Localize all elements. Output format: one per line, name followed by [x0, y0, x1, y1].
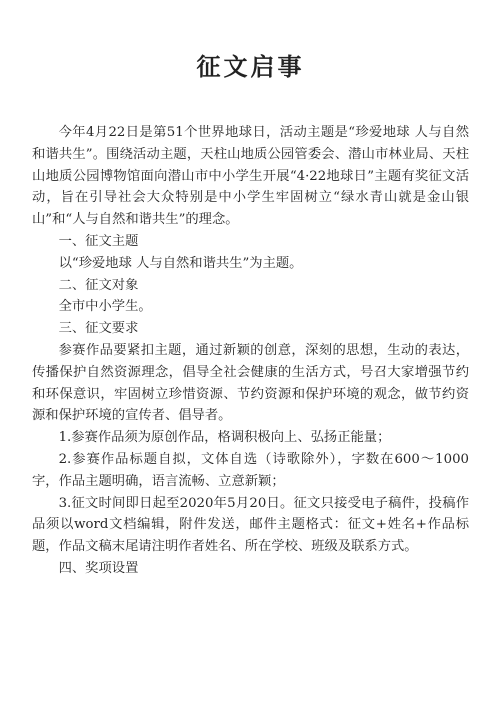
section-heading-requirements: 三、征文要求	[58, 321, 139, 337]
requirement-item-1: 1.参赛作品须为原创作品，格调积极向上、弘扬正能量；	[58, 430, 391, 446]
section-theme-text: 以“珍爱地球 人与自然和谐共生”为主题。	[58, 255, 303, 271]
section-heading-audience: 二、征文对象	[58, 277, 139, 293]
requirement-item-2: 2.参赛作品标题自拟，文体自选（诗歌除外），字数在600～1000字，作品主题明确，语言流畅、立意新颖；	[32, 451, 469, 489]
requirements-paragraph: 参赛作品要紧扣主题，通过新颖的创意，深刻的思想，生动的表达，传播保护自然资源理念，倡导全社会健康的生活方式，号召大家增强节约和环保意识，牢固树立珍惜资源、节约资源和保护环境的观念，做节约资源和保护环境的宣传者、倡导者。	[32, 342, 469, 424]
section-heading-awards: 四、奖项设置	[58, 560, 139, 576]
document-title: 征文启事	[196, 52, 305, 81]
intro-paragraph: 今年4月22日是第51个世界地球日，活动主题是“珍爱地球 人与自然和谐共生”。围绕活动主题，天柱山地质公园管委会、潜山市林业局、天柱山地质公园博物馆面向潜山市中小学生开展“4·22地球日”主题有奖征文活动，旨在引导社会大众特别是中小学生牢固树立“绿水青山就是金山银山”和“人与自然和谐共生”的理念。	[32, 125, 469, 228]
section-heading-theme: 一、征文主题	[58, 233, 139, 249]
section-audience-text: 全市中小学生。	[58, 299, 152, 315]
requirement-item-3: 3.征文时间即日起至2020年5月20日。征文只接受电子稿件，投稿作品须以word文档编辑，附件发送，邮件主题格式：征文+姓名+作品标题，作品文稿末尾请注明作者姓名、所在学校、班级及联系方式。	[32, 495, 469, 555]
